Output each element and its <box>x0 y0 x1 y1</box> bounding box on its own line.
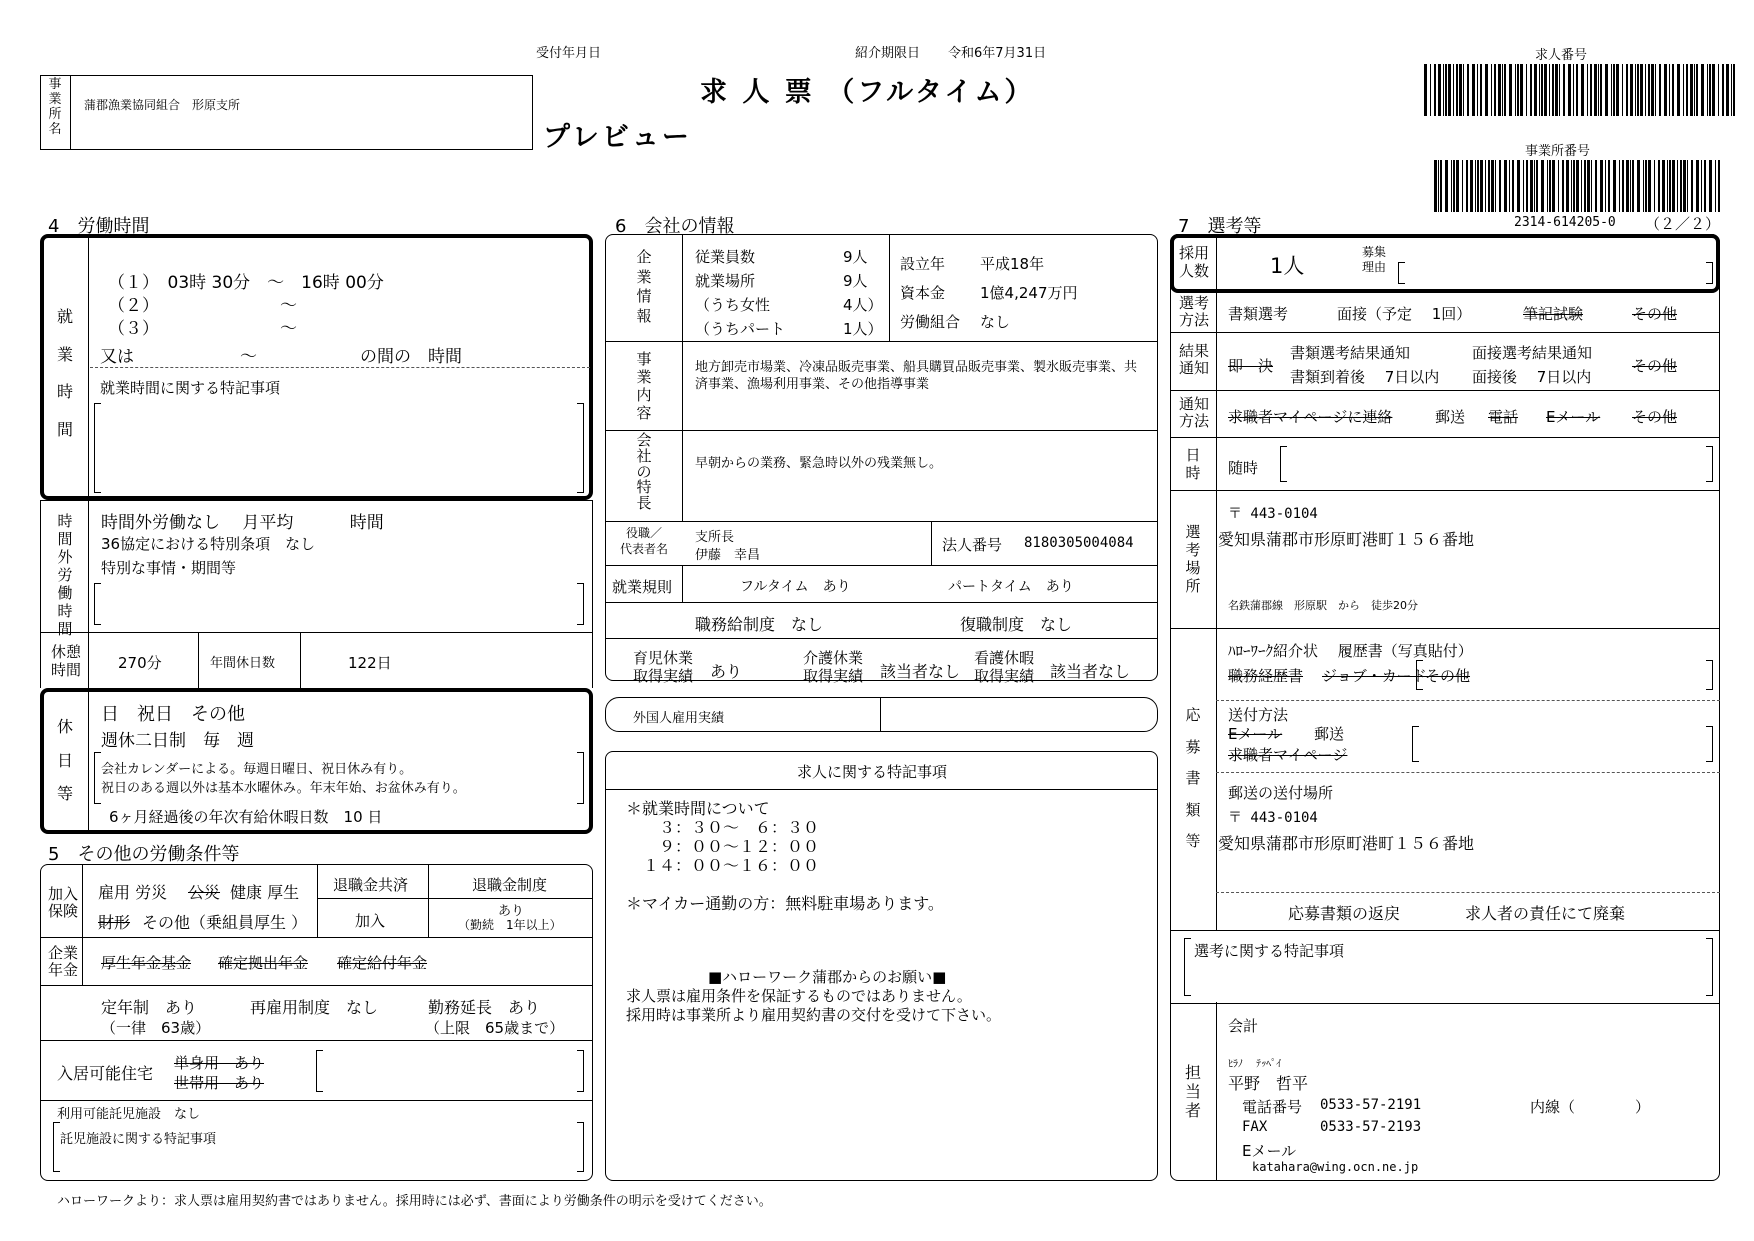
union-label: 労働組合 <box>900 313 961 331</box>
women-label: （うち女性 <box>695 296 771 314</box>
care-label-1: 介護休業 <box>803 649 864 667</box>
work-hours-label: 就業時間 <box>56 307 73 439</box>
insurance-line-1a: 雇用 労災 <box>98 883 168 902</box>
row-3-tilde: 〜 <box>280 319 297 339</box>
work-hours-note-label: 就業時間に関する特記事項 <box>100 379 281 397</box>
method-written: 筆記試験 <box>1523 305 1584 323</box>
contact-department: 会計 <box>1228 1017 1259 1035</box>
deadline-value: 令和6年7月31日 <box>948 46 1047 61</box>
or-label: 又は <box>100 347 134 367</box>
representative-label-1: 役職／ <box>625 526 662 540</box>
result-label: 結果通知 <box>1178 342 1209 378</box>
nursing-label-1: 看護休暇 <box>974 649 1035 667</box>
section-4-heading: 4 労働時間 <box>48 216 150 237</box>
method-interview: 面接（予定 1回） <box>1337 305 1472 323</box>
insurance-label: 加入保険 <box>47 885 78 921</box>
representative-label-2: 代表者名 <box>619 541 668 556</box>
worksite-label: 就業場所 <box>695 272 756 290</box>
job-number-barcode <box>1424 64 1736 116</box>
page-title: 求 人 票 （フルタイム） <box>700 77 1035 108</box>
representative-title: 支所長 <box>695 530 735 545</box>
overtime-line-1: 時間外労働なし 月平均 時間 <box>101 513 384 533</box>
pension-fund: 厚生年金基金 <box>101 954 192 972</box>
special-note-5: ＊マイカー通勤の方：無料駐車場あります。 <box>626 894 944 913</box>
retirement-age: 定年制 あり <box>101 998 198 1017</box>
documents-job-card: ジョブ・カード <box>1322 667 1427 685</box>
annual-holidays-value: 122日 <box>348 654 392 672</box>
row-2-tilde: 〜 <box>280 296 297 316</box>
established-value: 平成18年 <box>980 255 1045 273</box>
send-email: Eメール <box>1228 725 1283 743</box>
reinstatement-system: 復職制度 なし <box>960 615 1073 634</box>
extension: 勤務延長 あり <box>428 998 541 1017</box>
extension-label: 内線（ ） <box>1530 1098 1651 1116</box>
send-method-label: 送付方法 <box>1228 706 1289 724</box>
nursing-label-2: 取得実績 <box>974 667 1035 685</box>
features-label: 会社の特長 <box>636 431 652 512</box>
corporate-info-label: 企業情報 <box>636 248 652 325</box>
hire-count-box <box>1170 234 1720 293</box>
rehire-system: 再雇用制度 なし <box>250 998 379 1017</box>
paid-leave-days: 6ヶ月経過後の年次有給休暇日数 10 日 <box>109 808 383 826</box>
documents-resume-history: 職務経歴書 <box>1228 667 1304 685</box>
parttime-label: （うちパート <box>695 320 786 338</box>
method-other: その他 <box>1632 305 1678 323</box>
holidays-label: 休日等 <box>56 717 73 804</box>
special-note-3: ９：００〜１２：００ <box>643 837 820 856</box>
work-rules-label: 就業規則 <box>612 578 673 596</box>
retirement-mutual-value: 加入 <box>355 912 386 930</box>
contact-name: 平野 哲平 <box>1228 1074 1309 1093</box>
childcare-label-1: 育児休業 <box>633 649 694 667</box>
contact-label: 担当者 <box>1184 1063 1201 1121</box>
office-code: 2314-614205-0 <box>1514 215 1616 230</box>
hire-count-value: 1人 <box>1270 254 1305 278</box>
corporate-number-label: 法人番号 <box>942 536 1003 554</box>
notice-line-1: 求人票は雇用条件を保証するものではありません。 <box>626 987 972 1005</box>
employees-label: 従業員数 <box>695 248 756 266</box>
care-label-2: 取得実績 <box>803 667 864 685</box>
notify-other: その他 <box>1632 408 1678 426</box>
work-rules-fulltime: フルタイム あり <box>740 579 851 595</box>
retirement-system-value: あり <box>498 904 525 919</box>
insurance-line-1c: 健康 厚生 <box>230 883 300 902</box>
representative-label <box>609 526 679 557</box>
housing-single: 単身用 あり <box>174 1054 265 1072</box>
foreign-employment-label: 外国人雇用実績 <box>633 711 725 726</box>
housing-family: 世帯用 あり <box>174 1074 265 1092</box>
retirement-system-label: 退職金制度 <box>472 876 548 894</box>
mail-address: 愛知県蒲郡市形原町港町１５６番地 <box>1218 834 1475 853</box>
overtime-label: 時間外労働時間 <box>57 512 73 638</box>
overtime-line-2: 36協定における特別条項 なし <box>101 535 316 553</box>
place-address: 愛知県蒲郡市形原町港町１５６番地 <box>1218 530 1475 549</box>
employees-value: 9人 <box>843 248 868 266</box>
email-label: Eメール <box>1242 1142 1297 1160</box>
footer-note: ハローワークより：求人票は雇用契約書ではありません。採用時には必ず、書面により労働条件の明示を受けてください。 <box>57 1194 772 1209</box>
insurance-line-2a: 財形 <box>98 913 131 932</box>
place-label: 選考場所 <box>1185 523 1201 595</box>
care-leave-label <box>803 649 863 685</box>
representative-name: 伊藤 幸昌 <box>695 548 761 563</box>
recruit-reason-label: 募集理由 <box>1362 245 1387 274</box>
extension-detail: （上限 65歳まで） <box>425 1019 565 1037</box>
worksite-value: 9人 <box>843 272 868 290</box>
housing-label: 入居可能住宅 <box>57 1064 154 1083</box>
deadline-label: 紹介期限日 <box>855 46 921 61</box>
holidays-line-4: 祝日のある週以外は基本水曜休み。年末年始、お盆休み有り。 <box>101 781 466 796</box>
overtime-line-3: 特別な事情・期間等 <box>101 559 237 577</box>
place-zip: 〒 443-0104 <box>1228 506 1318 522</box>
job-number-label: 求人番号 <box>1535 48 1588 63</box>
notify-label: 通知方法 <box>1178 395 1209 431</box>
mail-destination-label: 郵送の送付場所 <box>1228 784 1334 802</box>
capital-value: 1億4,247万円 <box>980 284 1078 302</box>
job-pay-system: 職務給制度 なし <box>695 615 824 634</box>
fax-number: 0533-57-2193 <box>1320 1119 1422 1135</box>
phone-number: 0533-57-2191 <box>1320 1097 1422 1113</box>
retirement-age-detail: （一律 63歳） <box>101 1019 211 1037</box>
work-hours-row-3: （３） <box>108 319 159 339</box>
method-document: 書類選考 <box>1228 305 1289 323</box>
between-hours: の間の 時間 <box>360 347 462 367</box>
or-tilde: 〜 <box>240 347 257 367</box>
result-interview-title: 面接選考結果通知 <box>1472 344 1593 362</box>
nursing-leave-value: 該当者なし <box>1050 662 1131 681</box>
place-access: 名鉄蒲郡線 形原駅 から 徒歩20分 <box>1228 599 1418 612</box>
special-note-4: １４：００〜１６：００ <box>643 856 820 875</box>
rest-value: 270分 <box>118 654 162 672</box>
union-value: なし <box>980 313 1011 331</box>
pension-label: 企業年金 <box>47 944 78 980</box>
phone-label: 電話番号 <box>1242 1098 1303 1116</box>
care-leave-value: 該当者なし <box>880 662 961 681</box>
childcare-leave-value: あり <box>710 662 743 681</box>
holidays-line-3: 会社カレンダーによる。毎週日曜日、祝日休み有り。 <box>101 762 413 777</box>
notify-email: Eメール <box>1546 408 1601 426</box>
section-7-heading: 7 選考等 <box>1178 216 1262 237</box>
notice-title: ■ハローワーク蒲郡からのお願い■ <box>708 968 947 986</box>
special-notes-heading: 求人に関する特記事項 <box>797 763 948 781</box>
business-label: 事業内容 <box>636 350 652 422</box>
preview-label: プレビュー <box>543 122 692 153</box>
notify-mail: 郵送 <box>1435 408 1466 426</box>
retirement-mutual-label: 退職金共済 <box>333 876 409 894</box>
retirement-system-tenure: （勤続 1年以上） <box>458 918 562 932</box>
nursing-leave-label <box>974 649 1034 685</box>
hire-count-label: 採用人数 <box>1178 244 1209 280</box>
result-doc-days: 書類到着後 7日以内 <box>1290 368 1440 386</box>
result-interview-days: 面接後 7日以内 <box>1472 368 1592 386</box>
section-6-heading: 6 会社の情報 <box>615 216 735 237</box>
annual-holidays-label: 年間休日数 <box>210 656 276 671</box>
pension-dc: 確定拠出年金 <box>218 954 309 972</box>
page-number: （２／２） <box>1645 215 1721 233</box>
business-description: 地方卸売市場業、冷凍品販売事業、船具購買品販売事業、製氷販売事業、共済事業、漁場利用事業、その他指導事業 <box>695 360 1138 392</box>
office-name: 蒲郡漁業協同組合 形原支所 <box>84 98 241 112</box>
established-label: 設立年 <box>900 255 946 273</box>
nursery-facility: 利用可能託児施設 なし <box>57 1107 201 1122</box>
date-value: 随時 <box>1228 459 1259 477</box>
work-hours-row-2: （２） <box>108 296 159 316</box>
send-mail: 郵送 <box>1314 725 1345 743</box>
capital-label: 資本金 <box>900 284 946 302</box>
holidays-line-2: 週休二日制 毎 週 <box>101 731 254 751</box>
insurance-line-2b: その他（乗組員厚生 ） <box>142 913 308 932</box>
features-text: 早朝からの業務、緊急時以外の残業無し。 <box>695 456 943 471</box>
documents-return-label: 応募書類の返戻 <box>1288 904 1401 923</box>
women-value: 4人） <box>843 296 883 314</box>
notify-phone: 電話 <box>1488 408 1519 426</box>
corporate-number: 8180305004084 <box>1024 535 1134 551</box>
documents-other: その他 <box>1425 667 1471 685</box>
special-note-1: ＊就業時間について <box>626 799 770 818</box>
work-hours-row-1: （１） 03時 30分 〜 16時 00分 <box>108 273 384 293</box>
documents-label: 応募書類等 <box>1185 706 1201 850</box>
office-number-barcode <box>1434 160 1722 212</box>
childcare-label-2: 取得実績 <box>633 667 694 685</box>
contact-kana: ﾋﾗﾉ ﾃｯﾍﾟｲ <box>1228 1059 1282 1070</box>
holidays-line-1: 日 祝日 その他 <box>101 704 245 725</box>
office-name-label: 事業所名 <box>48 77 62 137</box>
result-doc-title: 書類選考結果通知 <box>1290 344 1411 362</box>
childcare-leave-label <box>633 649 693 685</box>
method-label: 選考方法 <box>1178 294 1209 330</box>
email-address: katahara@wing.ocn.ne.jp <box>1252 1160 1419 1174</box>
date-label: 日時 <box>1185 446 1201 482</box>
parttime-value: 1人） <box>843 320 883 338</box>
special-note-2: ３：３０〜 ６：３０ <box>643 818 820 837</box>
fax-label: FAX <box>1242 1119 1268 1135</box>
insurance-line-1b: 公災 <box>188 883 221 902</box>
pension-db: 確定給付年金 <box>337 954 428 972</box>
notice-line-2: 採用時は事業所より雇用契約書の交付を受けて下さい。 <box>626 1006 1002 1024</box>
received-date-label: 受付年月日 <box>536 46 602 61</box>
send-mypage: 求職者マイページ <box>1228 746 1348 764</box>
work-rules-parttime: パートタイム あり <box>948 579 1074 595</box>
documents-line-1: ﾊﾛｰﾜｰｸ紹介状 履歴書（写真貼付） <box>1228 642 1473 660</box>
section-5-heading: 5 その他の労働条件等 <box>48 844 240 865</box>
result-other: その他 <box>1632 357 1678 375</box>
selection-note-label: 選考に関する特記事項 <box>1194 942 1345 960</box>
result-immediate: 即 決 <box>1228 357 1274 375</box>
rest-label: 休憩時間 <box>50 643 81 679</box>
mail-zip: 〒 443-0104 <box>1228 810 1318 826</box>
office-number-label: 事業所番号 <box>1525 144 1591 159</box>
documents-return-value: 求人者の責任にて廃棄 <box>1465 904 1626 923</box>
nursery-note-label: 託児施設に関する特記事項 <box>60 1132 217 1147</box>
notify-mypage: 求職者マイページに連絡 <box>1228 408 1393 426</box>
